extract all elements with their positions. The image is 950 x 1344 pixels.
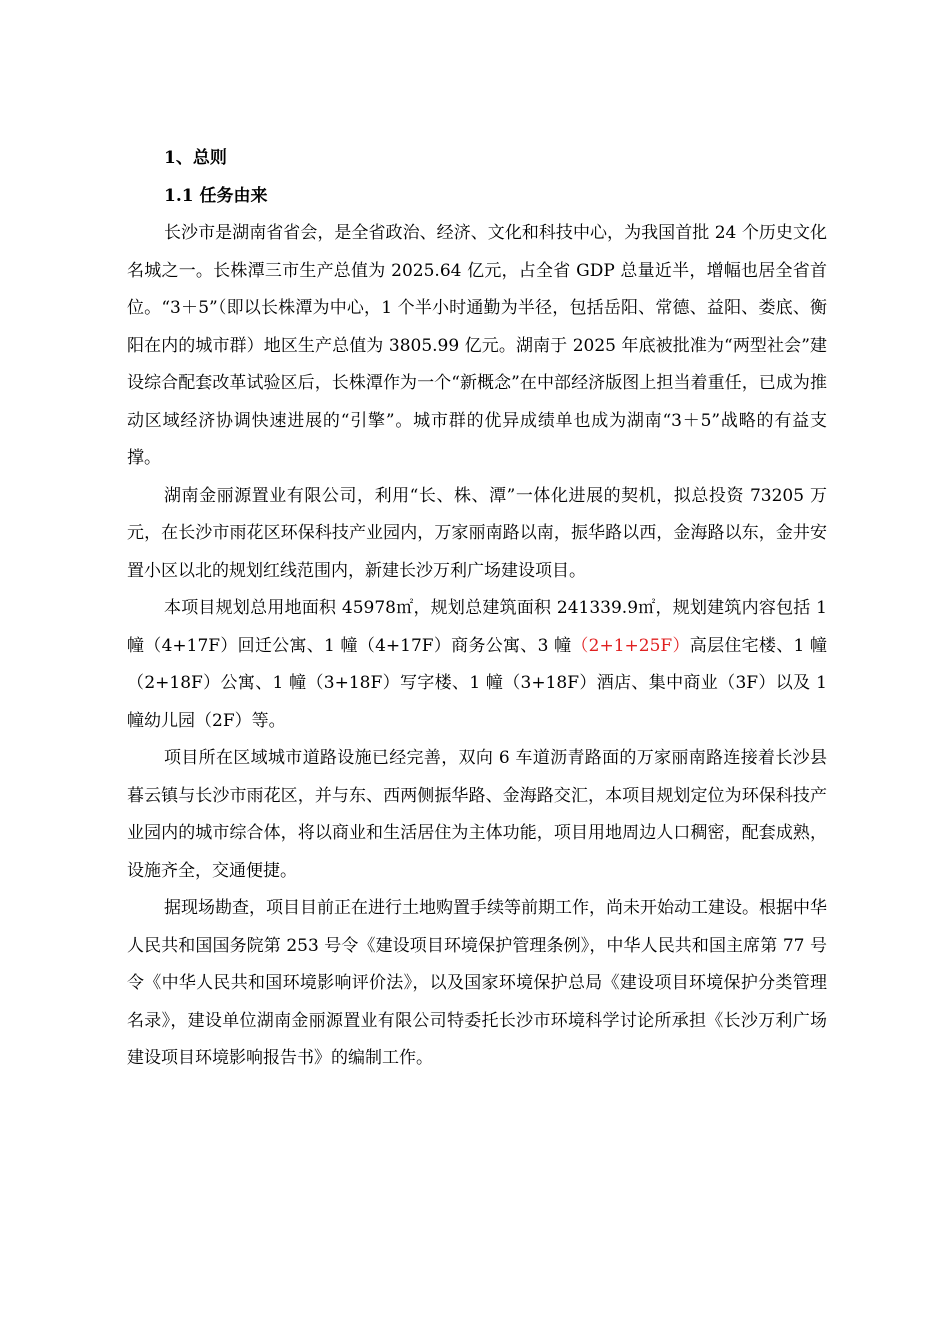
paragraph-road-infrastructure: 项目所在区域城市道路设施已经完善，双向 6 车道沥青路面的万家丽南路连接着长沙县暮云镇与长沙市雨花区，并与东、西两侧振华路、金海路交汇，本项目规划定位为环保科技产业园内的城市综合体，将以商业和生活居住为主体功能，项目用地周边人口稠密，配套成熟，设施齐全，交通便捷。	[127, 748, 827, 881]
paragraph-site-survey: 据现场勘查，项目目前正在进行土地购置手续等前期工作，尚未开始动工建设。根据中华人民共和国国务院第 253 号令《建设项目环境保护管理条例》，中华人民共和国主席第 77 号令《中华人民共和国环境影响评价法》，以及国家环境保护总局《建设项目环境保护分类管理名录》，建设单位湖南金丽源置业有限公司特委托长沙市环境科学讨论所承担《长沙万利广场建设项目环境影响报告书》的编制工作。	[127, 898, 827, 1068]
paragraph-company-investment: 湖南金丽源置业有限公司，利用“长、株、潭”一体化进展的契机，拟总投资 73205 万元，在长沙市雨花区环保科技产业园内，万家丽南路以南，振华路以西，金海路以东，金井安置小区以北的规划红线范围内，新建长沙万利广场建设项目。	[127, 485, 827, 581]
section-heading-general: 1、总则	[164, 148, 227, 168]
highlighted-building-spec: （2+1+25F）	[571, 635, 690, 656]
subsection-heading-task-origin: 1.1 任务由来	[164, 185, 268, 206]
paragraph-project-scale	[127, 590, 827, 740]
document-page	[127, 140, 827, 1078]
project-scale-text-start: 本项目规划总用地面积 45978㎡，规划总建筑面积 241339.9㎡，规划建筑内容包括 1 幢（4+17F）回迁公寓、1 幢（4+17F）商务公寓、3 幢	[127, 598, 827, 656]
project-scale-text-end: 高层住宅楼、1 幢（2+18F）公寓、1 幢（3+18F）写字楼、1 幢（3+18F）酒店、集中商业（3F）以及 1 幢幼儿园（2F）等。	[127, 635, 827, 731]
paragraph-changsha-overview: 长沙市是湖南省省会，是全省政治、经济、文化和科技中心，为我国首批 24 个历史文化名城之一。长株潭三市生产总值为 2025.64 亿元，占全省 GDP 总量近半，增幅也居全省首位。“3＋5”（即以长株潭为中心，1 个半小时通勤为半径，包括岳阳、常德、益阳、娄底、衡阳在内的城市群）地区生产总值为 3805.99 亿元。湖南于 2025 年底被批准为“两型社会”建设综合配套改革试验区后，长株潭作为一个“新概念”在中部经济版图上担当着重任，已成为推动区域经济协调快速进展的“引擎”。城市群的优异成绩单也成为湖南“3＋5”战略的有益支撑。	[127, 223, 827, 468]
